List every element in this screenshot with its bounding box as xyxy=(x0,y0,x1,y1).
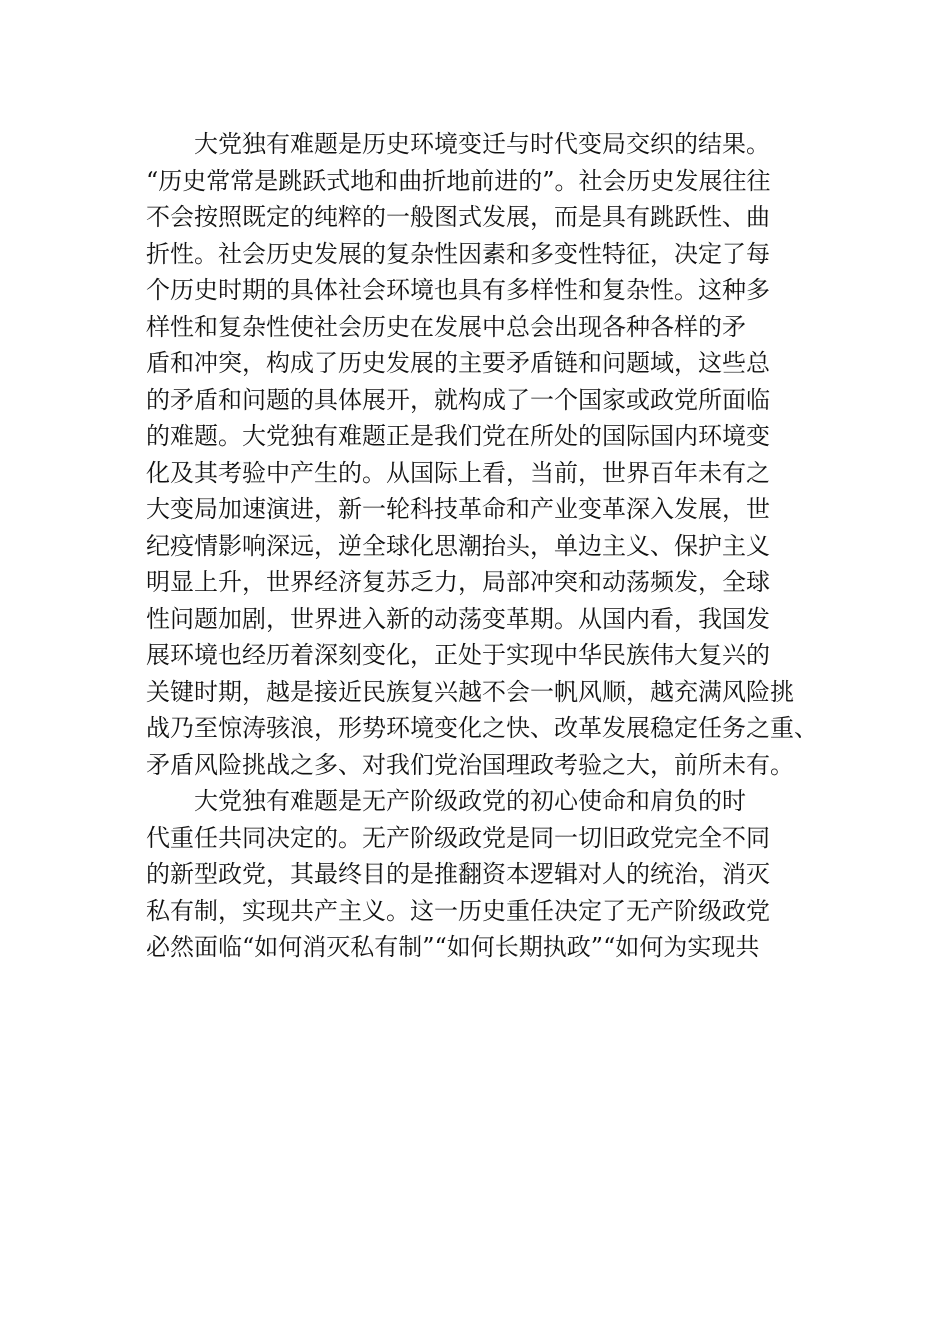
text-line: 的矛盾和问题的具体展开，就构成了一个国家或政党所面临 xyxy=(146,385,770,414)
text-line: 性问题加剧，世界进入新的动荡变革期。从国内看，我国发 xyxy=(146,604,770,633)
text-line: 样性和复杂性使社会历史在发展中总会出现各种各样的矛 xyxy=(146,312,746,341)
paragraph-1 xyxy=(146,126,846,783)
text-line: 代重任共同决定的。无产阶级政党是同一切旧政党完全不同 xyxy=(146,823,770,852)
text-line: 大变局加速演进，新一轮科技革命和产业变革深入发展，世 xyxy=(146,495,770,523)
text-line: 大党独有难题是历史环境变迁与时代变局交织的结果。 xyxy=(194,130,770,158)
text-line: 的新型政党，其最终目的是推翻资本逻辑对人的统治，消灭 xyxy=(146,860,770,888)
text-line: 明显上升，世界经济复苏乏力，局部冲突和动荡频发，全球 xyxy=(146,568,770,596)
text-line: 战乃至惊涛骇浪，形势环境变化之快、改革发展稳定任务之重、 xyxy=(146,714,818,742)
text-line: 关键时期，越是接近民族复兴越不会一帆风顺，越充满风险挑 xyxy=(146,677,794,706)
text-line: 纪疫情影响深远，逆全球化思潮抬头，单边主义、保护主义 xyxy=(146,531,770,560)
text-line: 个历史时期的具体社会环境也具有多样性和复杂性。这种多 xyxy=(146,276,770,304)
text-line: 折性。社会历史发展的复杂性因素和多变性特征，决定了每 xyxy=(146,239,770,268)
text-line: 大党独有难题是无产阶级政党的初心使命和肩负的时 xyxy=(194,787,746,815)
text-line: 展环境也经历着深刻变化，正处于实现中华民族伟大复兴的 xyxy=(146,641,770,669)
text-line: 私有制，实现共产主义。这一历史重任决定了无产阶级政党 xyxy=(146,896,770,925)
text-line: 盾和冲突，构成了历史发展的主要矛盾链和问题域，这些总 xyxy=(146,349,770,377)
text-line: 矛盾风险挑战之多、对我们党治国理政考验之大，前所未有。 xyxy=(146,750,794,779)
text-line: 的难题。大党独有难题正是我们党在所处的国际国内环境变 xyxy=(146,422,770,450)
text-line: “历史常常是跳跃式地和曲折地前进的”。社会历史发展往往 xyxy=(146,166,771,195)
text-line: 化及其考验中产生的。从国际上看，当前，世界百年未有之 xyxy=(146,458,770,487)
body-text xyxy=(146,126,846,966)
paragraph-2 xyxy=(146,783,846,966)
text-line: 不会按照既定的纯粹的一般图式发展，而是具有跳跃性、曲 xyxy=(146,203,770,231)
text-line: 必然面临“如何消灭私有制”“如何长期执政”“如何为实现共 xyxy=(146,933,760,961)
